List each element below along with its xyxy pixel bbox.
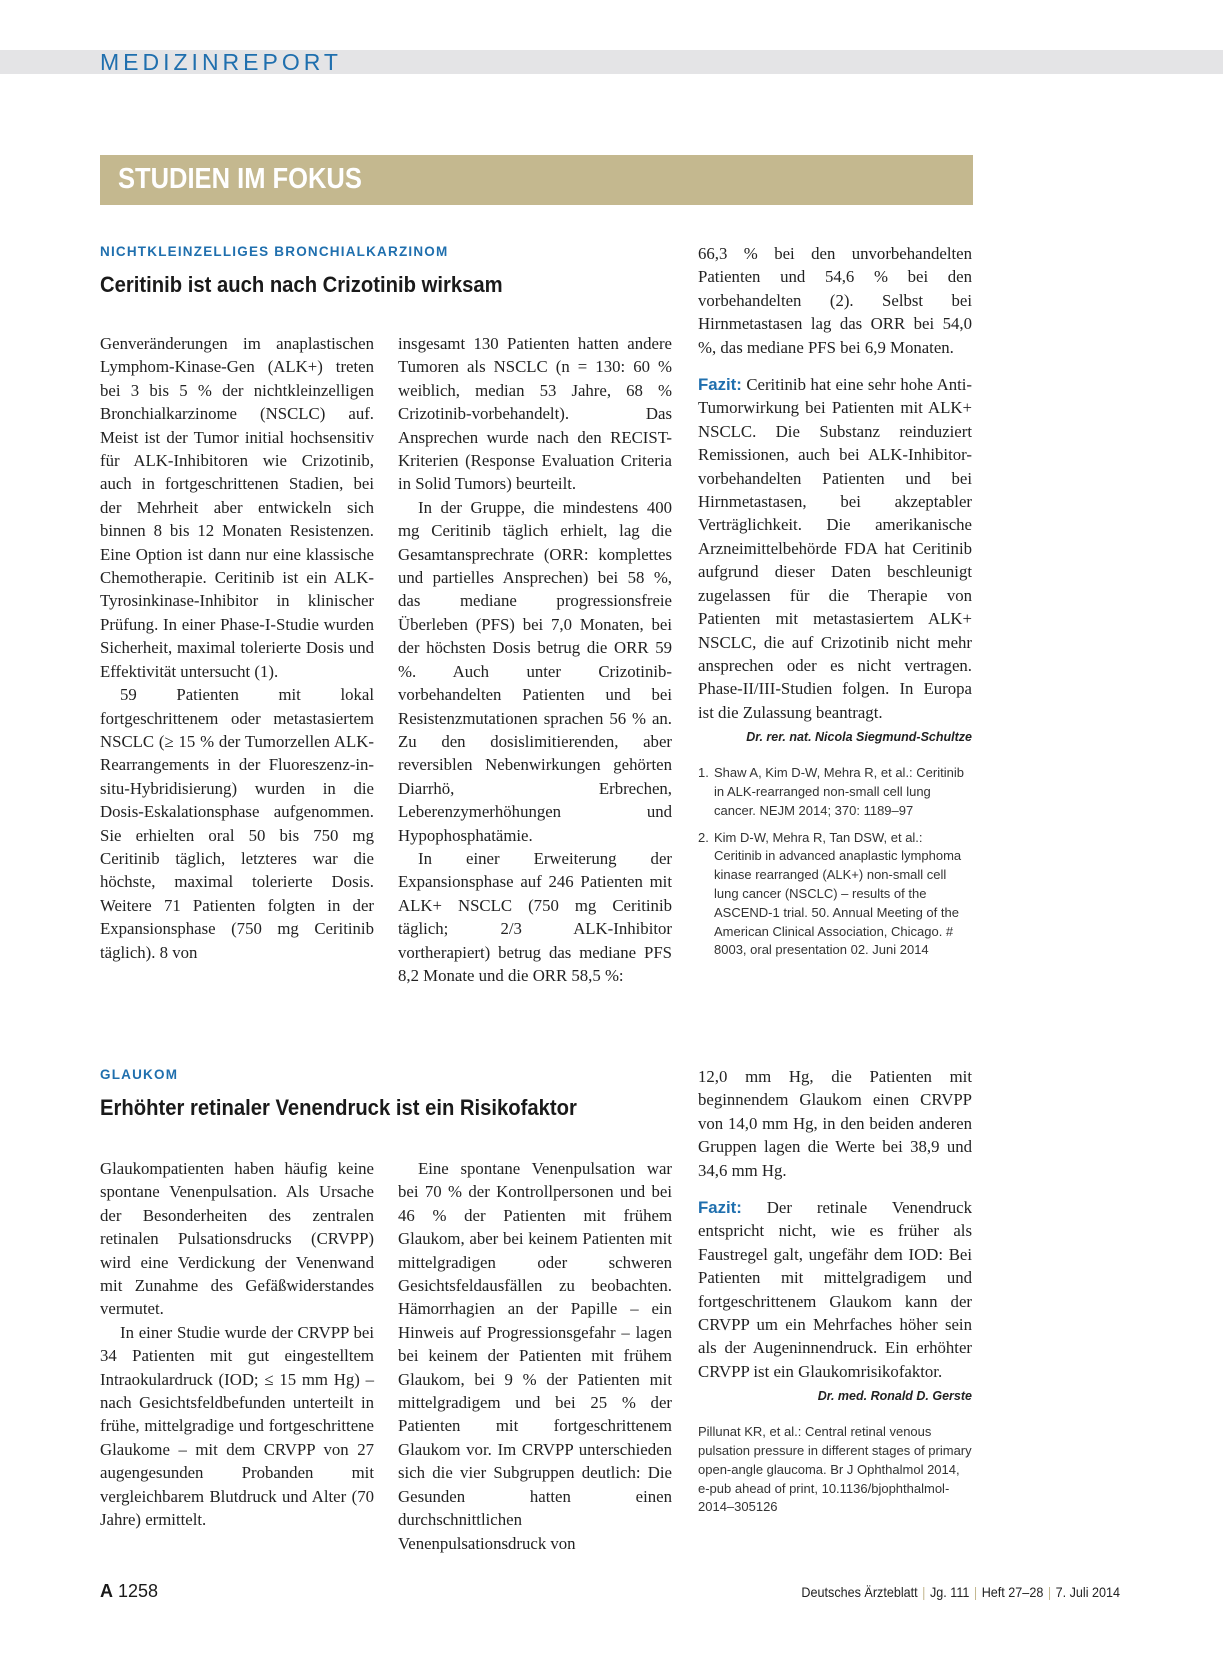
article2-fazit bbox=[698, 1196, 972, 1383]
article1-references bbox=[698, 764, 972, 960]
article2-headline: Erhöhter retinaler Venendruck ist ein Risikofaktor bbox=[100, 1095, 577, 1120]
footer-separator: | bbox=[973, 1584, 978, 1600]
article1-paragraph: In der Gruppe, die mindestens 400 mg Ceritinib täglich erhielt, lag die Gesamtansprechrate (ORR: komplettes und partielles Ansprechen) bei 58 %, das mediane progressionsfreie Überleben (PFS) bei 7,0 Monaten, bei der höchsten Dosis betrug die ORR 59 %. Auch unter Crizotinib-vorbehandelten Patienten und bei Resistenzmutationen sprachen 56 % an. Zu den dosislimitierenden, aber reversiblen Nebenwirkungen gehörten Diarrhö, Erbrechen, Leberenzymerhöhungen und Hypophosphatämie. bbox=[398, 497, 672, 845]
article2-column-2 bbox=[398, 1157, 672, 1555]
journal-footer bbox=[801, 1582, 1120, 1602]
fazit-text: Der retinale Venendruck entspricht nicht, wie es früher als Faustregel galt, ungefähr dem IOD: Bei Patienten mit mittelgradigem und fortgeschrittenem Glaukom kann der CRVPP um ein Mehrfaches höher sein als der Augeninnendruck. Ein erhöhter CRVPP ist ein Glaukomrisikofaktor. bbox=[698, 1198, 972, 1381]
footer-separator: | bbox=[922, 1584, 926, 1600]
article2-reference bbox=[698, 1423, 972, 1517]
article1-paragraph: Genveränderungen im anaplastischen Lymphom-Kinase-Gen (ALK+) treten bei 3 bis 5 % der nichtkleinzelligen Bronchialkarzinome (NSCLC) auf. Meist ist der Tumor initial hochsensitiv für ALK-Inhibitoren wie Crizotinib, auch in fortgeschrittenen Stadien, bei der Mehrheit aber entwickeln sich binnen 8 bis 12 Monaten Resistenzen. Eine Option ist dann nur eine klassische Chemotherapie. Ceritinib ist ein ALK-Tyrosinkinase-Inhibitor in klinischer Prüfung. In einer Phase-I-Studie wurden Sicherheit, maximal tolerierte Dosis und Effektivität untersucht (1). bbox=[100, 334, 374, 681]
article2-paragraph: 12,0 mm Hg, die Patienten mit beginnendem Glaukom einen CRVPP von 14,0 mm Hg, in den beiden anderen Gruppen lagen die Werte bei 38,9 und 34,6 mm Hg. bbox=[698, 1067, 972, 1180]
article1-column-1 bbox=[100, 332, 374, 964]
reference-text: Pillunat KR, et al.: Central retinal venous pulsation pressure in different stages of primary open-angle glaucoma. Br J Ophthalmol 2014, e-pub ahead of print, 10.1136/bjophthalmol-2014–305126 bbox=[698, 1424, 972, 1515]
article1-headline: Ceritinib ist auch nach Crizotinib wirksam bbox=[100, 272, 503, 297]
fazit-label: Fazit: bbox=[698, 375, 742, 395]
journal-name: Deutsches Ärzteblatt bbox=[801, 1584, 918, 1600]
page-prefix: A bbox=[100, 1581, 113, 1601]
article2-paragraph: Eine spontane Venenpulsation war bei 70 % der Kontrollpersonen und bei 46 % der Patienten mit frühem Glaukom, aber bei keinem Patienten mit mittelgradigen oder schweren Gesichtsfeldausfällen zu beobachten. Hämorrhagien an der Papille – ein Hinweis auf Progressionsgefahr – lagen bei keinem der Patienten mit frühem Glaukom, bei 9 % der Patienten mit mittelgradigem und bei 25 % der Patienten mit fortgeschrittenem Glaukom vor. Im CRVPP unterschieden sich die vier Subgruppen deutlich: Die Gesunden hatten einen durchschnittlichen Venenpulsationsdruck von bbox=[398, 1159, 672, 1553]
reference-item bbox=[698, 829, 972, 961]
article1-column-2 bbox=[398, 332, 672, 987]
footer-separator: | bbox=[1047, 1584, 1052, 1600]
banner-title: STUDIEN IM FOKUS bbox=[118, 163, 362, 195]
article2-author: Dr. med. Ronald D. Gerste bbox=[817, 1389, 972, 1404]
reference-item bbox=[698, 764, 972, 820]
article2-column-1 bbox=[100, 1157, 374, 1532]
page-number bbox=[100, 1580, 158, 1602]
article1-fazit bbox=[698, 373, 972, 724]
article2-column-3 bbox=[698, 1065, 972, 1517]
article1-author: Dr. rer. nat. Nicola Siegmund-Schultze bbox=[746, 730, 972, 745]
fazit-label: Fazit: bbox=[698, 1198, 742, 1218]
journal-volume: Jg. 111 bbox=[929, 1584, 970, 1600]
article1-kicker: NICHTKLEINZELLIGES BRONCHIALKARZINOM bbox=[100, 244, 449, 259]
article2-paragraph: In einer Studie wurde der CRVPP bei 34 Patienten mit gut eingestelltem Intraokulardruck (IOD; ≤ 15 mm Hg) – nach Gesichtsfeldbefunden unterteilt in frühe, mittelgradige und fortgeschrittene Glaukome – mit dem CRVPP von 27 augengesunden Probanden mit vergleichbarem Blutdruck und Alter (70 Jahre) ermittelt. bbox=[100, 1322, 374, 1530]
article1-paragraph: 66,3 % bei den unvorbehandelten Patienten und 54,6 % bei den vorbehandelten (2). Selbst bei Hirnmetastasen lag das ORR bei 54,0 %, das mediane PFS bei 6,9 Monaten. bbox=[698, 244, 972, 357]
reference-text: Kim D-W, Mehra R, Tan DSW, et al.: Ceritinib in advanced anaplastic lymphoma kinase rearranged (ALK+) non-small cell lung cancer (NSCLC) – results of the ASCEND-1 trial. 50. Annual Meeting of the American Clinical Association, Chicago. # 8003, oral presentation 02. Juni 2014 bbox=[714, 829, 962, 958]
reference-number: 1. bbox=[698, 765, 709, 781]
journal-issue: Heft 27–28 bbox=[981, 1584, 1044, 1600]
article1-paragraph: In einer Erweiterung der Expansionsphase auf 246 Patienten mit ALK+ NSCLC (750 mg Ceritinib täglich; 2/3 ALK-Inhibitor vortherapiert) betrug das mediane PFS 8,2 Monate und die ORR 58,5 %: bbox=[398, 848, 672, 985]
section-header: MEDIZINREPORT bbox=[100, 49, 342, 75]
page-number-value: 1258 bbox=[118, 1581, 159, 1601]
article1-column-3 bbox=[698, 242, 972, 968]
journal-date: 7. Juli 2014 bbox=[1055, 1584, 1120, 1600]
article2-kicker: GLAUKOM bbox=[100, 1067, 179, 1082]
article1-paragraph: 59 Patienten mit lokal fortgeschrittenem oder metastasiertem NSCLC (≥ 15 % der Tumorzellen ALK-Rearrangements in der Fluoreszenz-in-situ-Hybridisierung) wurden in die Dosis-Eskalationsphase aufgenommen. Sie erhielten oral 50 bis 750 mg Ceritinib täglich, letzteres war die höchste, maximal tolerierte Dosis. Weitere 71 Patienten folgten in der Expansionsphase (750 mg Ceritinib täglich). 8 von bbox=[100, 685, 374, 962]
article2-paragraph: Glaukompatienten haben häufig keine spontane Venenpulsation. Als Ursache der Besonderheiten des zentralen retinalen Pulsationsdrucks (CRVPP) wird eine Verdickung der Venenwand mit Zunahme des Gefäßwiderstandes vermutet. bbox=[100, 1159, 374, 1319]
reference-number: 2. bbox=[698, 829, 709, 845]
article1-paragraph: insgesamt 130 Patienten hatten andere Tumoren als NSCLC (n = 130: 60 % weiblich, median 53 Jahre, 68 % Crizotinib-vorbehandelt). Das Ansprechen wurde nach den RECIST-Kriterien (Response Evaluation Criteria in Solid Tumors) beurteilt. bbox=[398, 334, 672, 494]
fazit-text: Ceritinib hat eine sehr hohe Anti-Tumorwirkung bei Patienten mit ALK+ NSCLC. Die Substanz reinduziert Remissionen, auch bei ALK-Inhibitor-vorbehandelten Patienten und bei Hirnmetastasen, bei akzeptabler Verträglichkeit. Die amerikanische Arzneimittelbehörde FDA hat Ceritinib aufgrund dieser Daten beschleunigt zugelassen für die Therapie von Patienten mit metastasiertem ALK+ NSCLC, die auf Crizotinib nicht mehr ansprechen oder es nicht vertragen. Phase-II/III-Studien folgen. In Europa ist die Zulassung beantragt. bbox=[698, 375, 972, 722]
reference-text: Shaw A, Kim D-W, Mehra R, et al.: Ceritinib in ALK-rearranged non-small cell lung cancer. NEJM 2014; 370: 1189–97 bbox=[714, 765, 964, 818]
